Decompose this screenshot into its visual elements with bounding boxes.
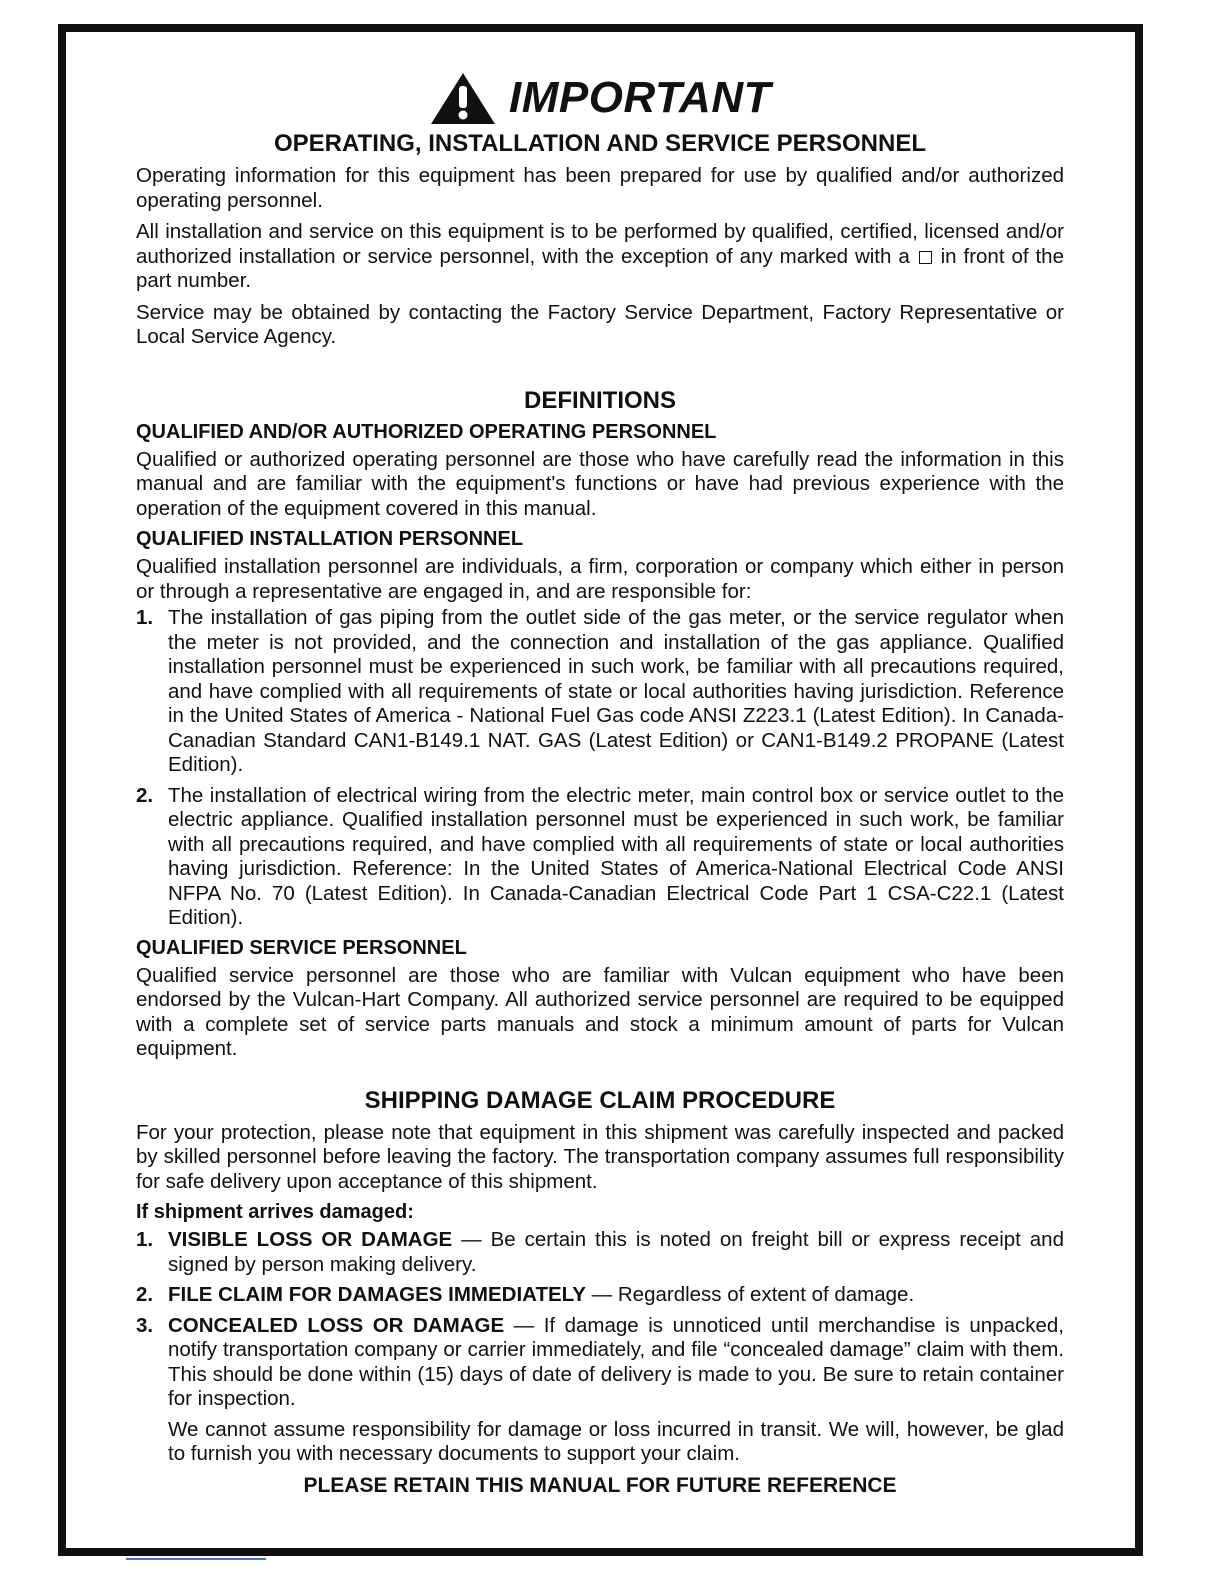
intro-paragraph-1: Operating information for this equipment has been prepared for use by qualified and/or authorized operating personnel. — [136, 164, 1064, 212]
important-header — [136, 70, 1064, 126]
list-item-number: 2. — [136, 1283, 154, 1306]
shipping-text: For your protection, please note that equipment in this shipment was carefully inspected and packed by skilled personnel before leaving the factory. The transportation company assumes full responsibility for safe delivery upon acceptance of this shipment. — [136, 1120, 1064, 1193]
list-item-text: The installation of gas piping from the outlet side of the gas meter, or the service regulator when the meter is not provided, and the connection and installation of the gas appliance. Qualified installation personnel must be experienced in such work, be familiar with all precautions required, and have complied with all requirements of state or local authorities having jurisdiction. Reference in the United States of America - National Fuel Gas code ANSI Z223.1 (Latest Edition). In Canada-Canadian Standard CAN1-B149.1 NAT. GAS (Latest Edition) or CAN1-B149.2 PROPANE (Latest Edition). — [168, 606, 1064, 776]
list-item — [136, 1228, 1064, 1277]
intro-p2-start: All installation and service on this equipment is to be performed by qualified, certified, licensed and/or authorized installation or service personnel, with the exception of any marked with a — [136, 220, 1064, 268]
scan-mark — [126, 1558, 266, 1560]
list-item-body: — If damage is unnoticed until merchandise is unpacked, notify transportation company or carrier immediately, and file “concealed damage” claim with them. This should be done within (15) days of date of delivery is made to you. Be sure to retain container for inspection. — [168, 1313, 1064, 1410]
list-item — [136, 784, 1064, 931]
list-item-text: The installation of electrical wiring from the electric meter, main control box or service outlet to the electric appliance. Qualified installation personnel must be experienced in such work, be familiar with all precautions required, and have complied with all requirements of state or local authorities having jurisdiction. Reference: In the United States of America-National Electrical Code ANSI NFPA No. 70 (Latest Edition). In Canada-Canadian Electrical Code Part 1 CSA-C22.1 (Latest Edition). — [168, 783, 1064, 929]
warning-icon — [429, 70, 497, 126]
list-item-number: 2. — [136, 783, 154, 807]
installation-list — [136, 606, 1064, 931]
list-item-text — [168, 1283, 1064, 1308]
service-personnel-text: Qualified service personnel are those who are familiar with Vulcan equipment who have been endorsed by the Vulcan-Hart Company. All authorized service personnel are required to be equipped with a complete set of service parts manuals and stock a minimum amount of parts for Vulcan equipment. — [136, 963, 1064, 1060]
list-item-lead: CONCEALED LOSS OR DAMAGE — [168, 1313, 505, 1337]
page-title: IMPORTANT — [509, 73, 771, 122]
intro-p2-end: in front of the part number. — [136, 244, 1064, 292]
installation-personnel-heading: QUALIFIED INSTALLATION PERSONNEL — [136, 528, 524, 550]
list-item — [136, 1314, 1064, 1412]
list-item — [136, 1283, 1064, 1308]
list-item-number: 3. — [136, 1313, 154, 1337]
list-item-text — [168, 1314, 1064, 1412]
personnel-heading: OPERATING, INSTALLATION AND SERVICE PERSONNEL — [273, 130, 927, 157]
disclaimer-text: We cannot assume responsibility for damage or loss incurred in transit. We will, however, be glad to furnish you with necessary documents to support your claim. — [168, 1417, 1064, 1465]
list-item-lead: FILE CLAIM FOR DAMAGES IMMEDIATELY — [168, 1283, 586, 1306]
operating-personnel-text: Qualified or authorized operating personnel are those who have carefully read the information in this manual and are familiar with the equipment's functions or have had previous experience with the operation of the equipment covered in this manual. — [136, 447, 1064, 520]
closing-notice: PLEASE RETAIN THIS MANUAL FOR FUTURE REFERENCE — [303, 1473, 897, 1497]
intro-paragraph-3: Service may be obtained by contacting the Factory Service Department, Factory Representative or Local Service Agency. — [136, 300, 1064, 348]
list-item-body: — Be certain this is noted on freight bill or express receipt and signed by person making delivery. — [168, 1228, 1064, 1276]
list-item-number: 1. — [136, 606, 154, 629]
checkbox-square-icon — [919, 251, 932, 264]
shipping-heading: SHIPPING DAMAGE CLAIM PROCEDURE — [364, 1086, 836, 1114]
installation-personnel-text: Qualified installation personnel are individuals, a firm, corporation or company which either in person or through a representative are engaged in, and are responsible for: — [136, 555, 1064, 603]
list-item-text — [168, 1228, 1064, 1277]
list-item — [136, 606, 1064, 778]
list-item-lead: VISIBLE LOSS OR DAMAGE — [168, 1228, 453, 1251]
intro-paragraph-2 — [136, 220, 1064, 294]
operating-personnel-heading: QUALIFIED AND/OR AUTHORIZED OPERATING PERSONNEL — [136, 420, 717, 443]
shipping-list — [136, 1228, 1064, 1412]
document-body — [136, 70, 1064, 1498]
definitions-heading: DEFINITIONS — [523, 386, 676, 414]
service-personnel-heading: QUALIFIED SERVICE PERSONNEL — [136, 936, 467, 959]
list-item-number: 1. — [136, 1228, 154, 1251]
list-item-body: — Regardless of extent of damage. — [585, 1283, 915, 1306]
damaged-heading: If shipment arrives damaged: — [136, 1201, 414, 1223]
